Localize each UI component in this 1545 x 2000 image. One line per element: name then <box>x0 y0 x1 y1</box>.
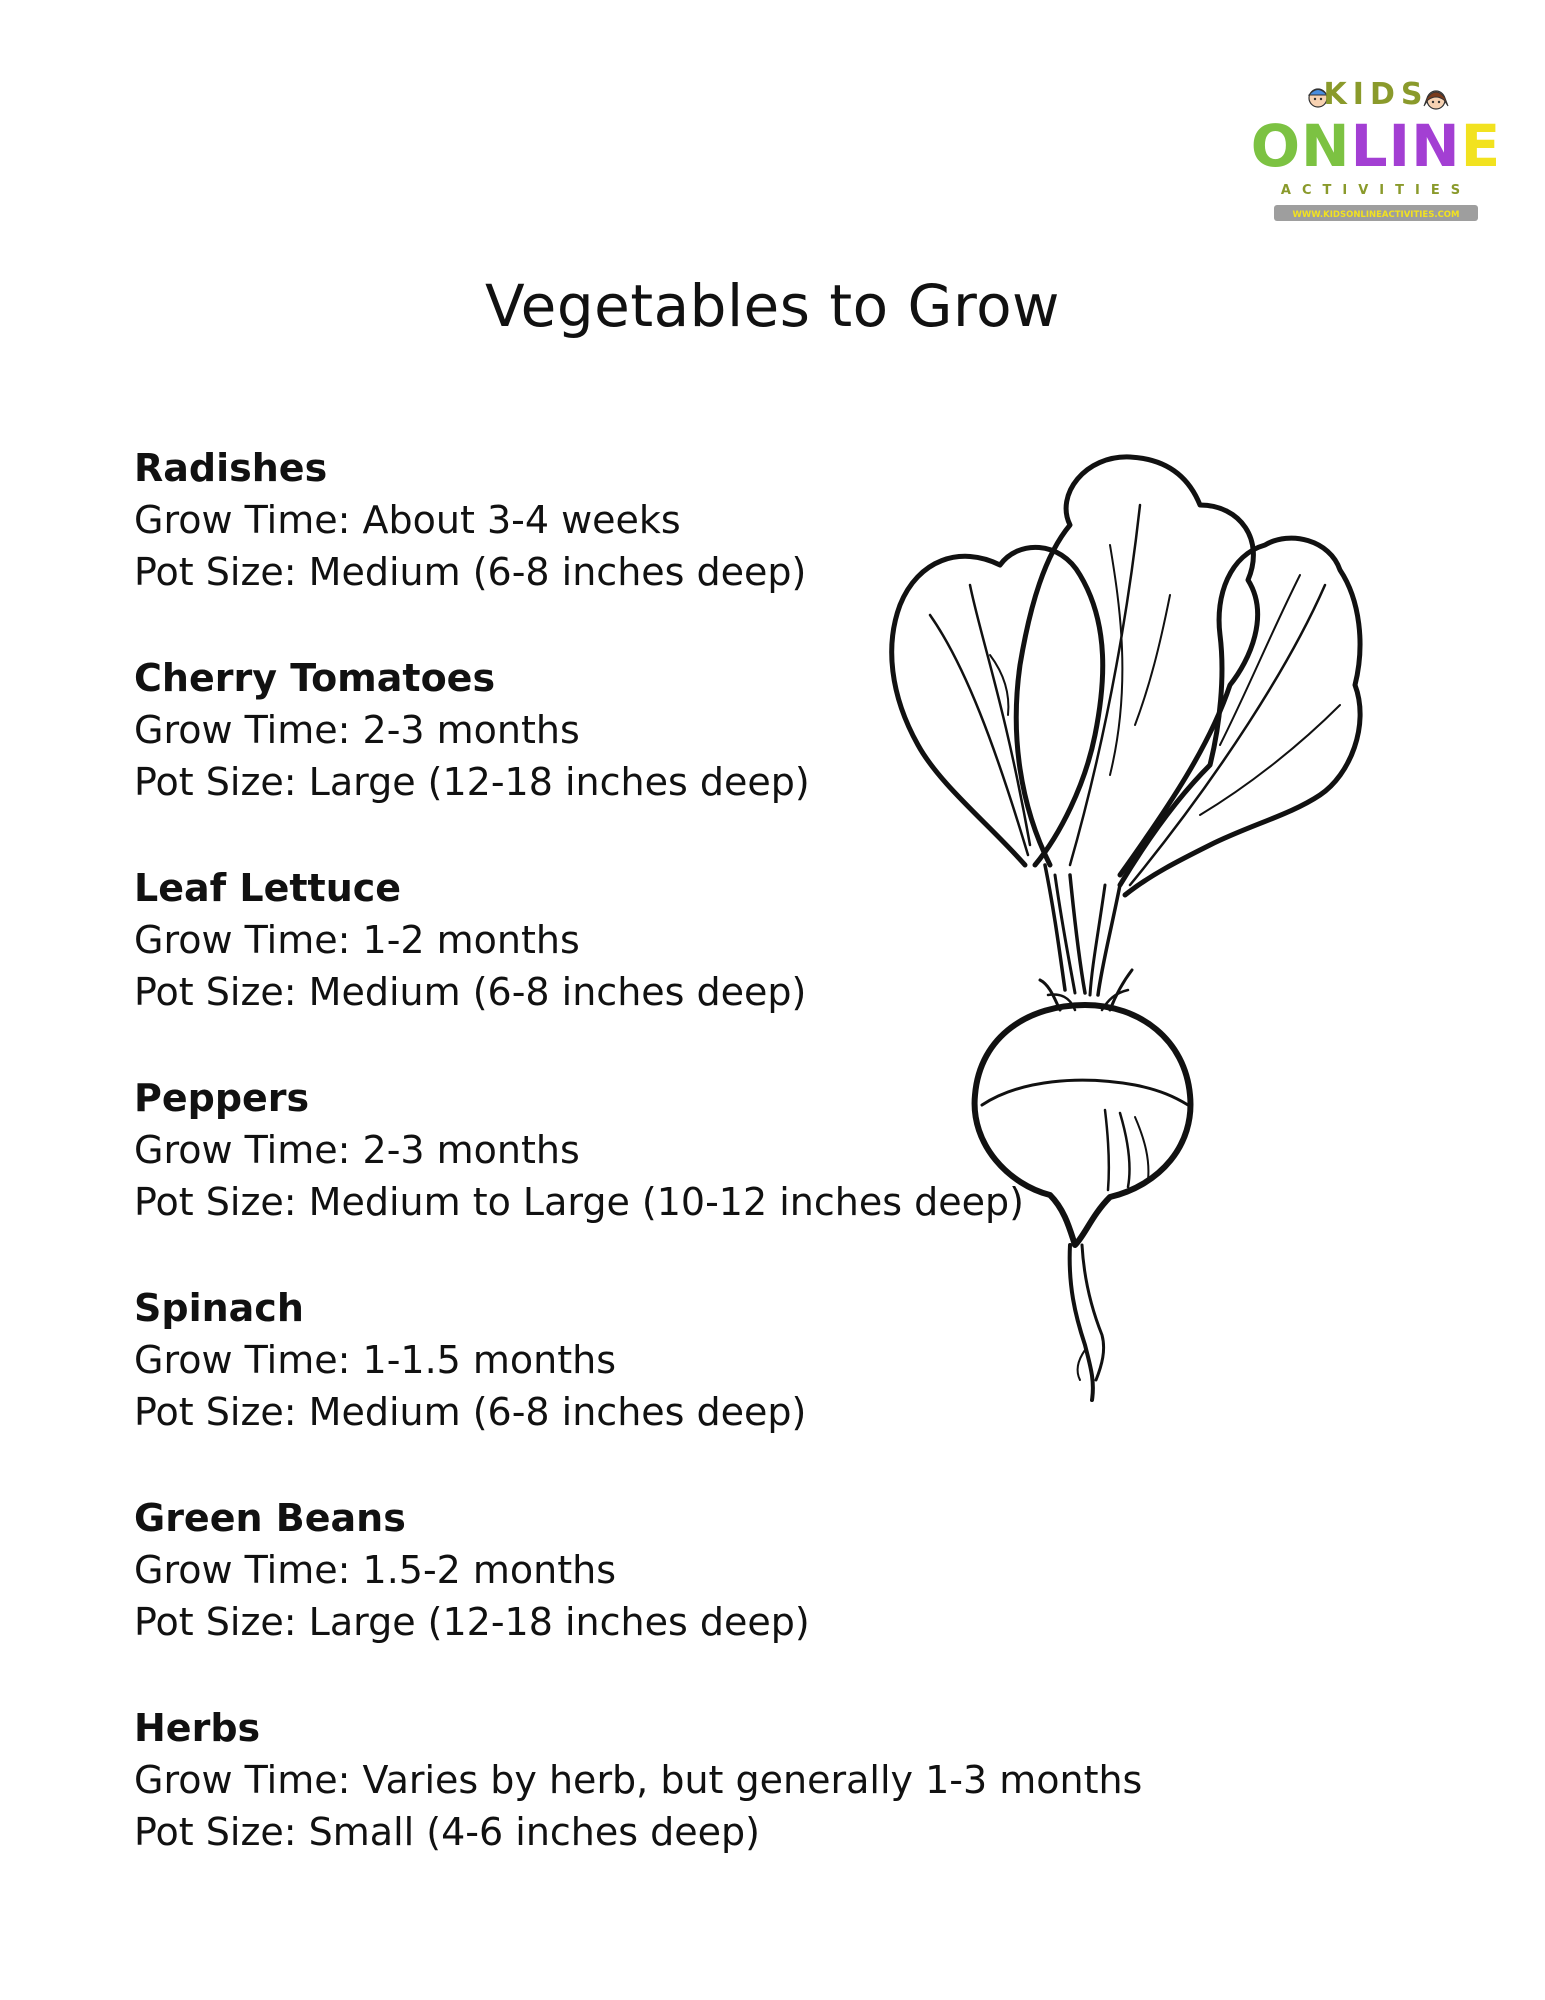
vegetable-name: Leaf Lettuce <box>134 866 402 910</box>
pot-size: Pot Size: Medium (6-8 inches deep) <box>134 1390 807 1434</box>
radish-illustration <box>870 445 1380 1405</box>
pot-size: Pot Size: Medium (6-8 inches deep) <box>134 970 807 1014</box>
vegetable-name: Spinach <box>134 1286 304 1330</box>
pot-size: Pot Size: Medium to Large (10-12 inches deep) <box>134 1180 1024 1224</box>
logo-online: ONLINE <box>1250 112 1502 180</box>
pot-size: Pot Size: Medium (6-8 inches deep) <box>134 550 807 594</box>
vegetable-entry-green-beans <box>134 1492 1114 1702</box>
vegetable-name: Peppers <box>134 1076 310 1120</box>
logo-url: WWW.KIDSONLINEACTIVITIES.COM <box>1292 210 1460 220</box>
logo-activities: ACTIVITIES <box>1280 183 1472 198</box>
radish-leaf-right <box>1120 538 1360 895</box>
grow-time: Grow Time: Varies by herb, but generally 1-3 months <box>134 1758 1143 1802</box>
radish-taproot <box>1070 1245 1093 1400</box>
pot-size: Pot Size: Large (12-18 inches deep) <box>134 760 810 804</box>
grow-time: Grow Time: 2-3 months <box>134 1128 580 1172</box>
vegetable-name: Herbs <box>134 1706 261 1750</box>
vegetable-name: Radishes <box>134 446 328 490</box>
vegetable-name: Cherry Tomatoes <box>134 656 496 700</box>
grow-time: Grow Time: 1-1.5 months <box>134 1338 617 1382</box>
radish-bulb <box>975 1005 1191 1245</box>
grow-time: Grow Time: 1.5-2 months <box>134 1548 617 1592</box>
grow-time: Grow Time: About 3-4 weeks <box>134 498 681 542</box>
vegetable-entry-herbs <box>134 1702 1143 1912</box>
grow-time: Grow Time: 1-2 months <box>134 918 580 962</box>
kids-online-activities-logo <box>1250 64 1502 234</box>
logo-kids: KIDS <box>1323 77 1429 112</box>
grow-time: Grow Time: 2-3 months <box>134 708 580 752</box>
pot-size: Pot Size: Large (12-18 inches deep) <box>134 1600 810 1644</box>
vegetable-name: Green Beans <box>134 1496 406 1540</box>
pot-size: Pot Size: Small (4-6 inches deep) <box>134 1810 760 1854</box>
radish-leaf-left <box>892 547 1103 865</box>
page-title: Vegetables to Grow <box>484 272 1060 340</box>
